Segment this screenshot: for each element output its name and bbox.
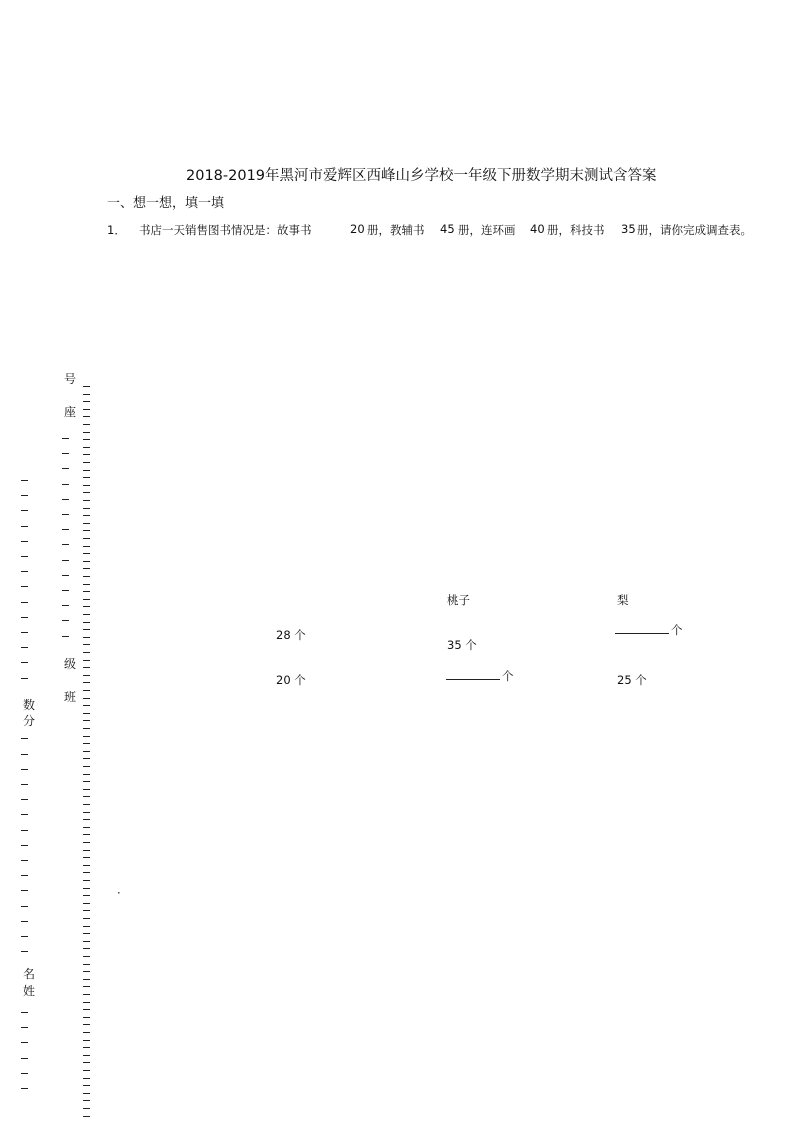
- binding-dash: [21, 571, 28, 572]
- value-science-books: 35: [621, 222, 636, 236]
- binding-dash: [83, 1116, 90, 1117]
- binding-dash: [83, 500, 90, 501]
- binding-dash: [83, 1078, 90, 1079]
- binding-dash: [21, 890, 28, 891]
- binding-dash: [21, 1027, 28, 1028]
- score-label-char-1: 数: [23, 698, 36, 712]
- binding-dash: [83, 515, 90, 516]
- binding-dash: [21, 845, 28, 846]
- unit-label: 个: [502, 669, 514, 683]
- binding-dash: [21, 1088, 28, 1089]
- binding-dash: [83, 439, 90, 440]
- binding-dash: [83, 926, 90, 927]
- binding-dash: [83, 774, 90, 775]
- cell-row1-first: 28 个: [276, 628, 306, 642]
- binding-dash: [83, 758, 90, 759]
- binding-dash: [21, 556, 28, 557]
- binding-dash: [83, 1009, 90, 1010]
- binding-dash: [83, 834, 90, 835]
- binding-dash: [83, 880, 90, 881]
- binding-dash: [83, 606, 90, 607]
- seat-label-char-2: 座: [64, 405, 77, 419]
- cell-row1-peach: 35 个: [447, 638, 477, 652]
- binding-dash: [83, 599, 90, 600]
- binding-dash: [83, 1055, 90, 1056]
- question-text-3: 册，科技书: [547, 223, 605, 237]
- binding-dash: [83, 492, 90, 493]
- binding-dash: [83, 576, 90, 577]
- binding-dash: [83, 470, 90, 471]
- binding-dash: [83, 895, 90, 896]
- question-number: 1．: [107, 223, 126, 237]
- binding-dash: [83, 1047, 90, 1048]
- binding-dash: [83, 629, 90, 630]
- binding-dash: [21, 784, 28, 785]
- binding-dash: [21, 951, 28, 952]
- binding-dash: [83, 1062, 90, 1063]
- binding-dash: [83, 842, 90, 843]
- binding-dash: [83, 743, 90, 744]
- binding-dash: [83, 1093, 90, 1094]
- cell-row1-pear: [615, 622, 683, 638]
- binding-dash: [62, 636, 69, 637]
- value-story-books: 20: [350, 222, 365, 236]
- binding-dash: [83, 675, 90, 676]
- binding-dash: [83, 789, 90, 790]
- binding-dash: [83, 485, 90, 486]
- binding-dash: [21, 769, 28, 770]
- binding-dash: [21, 906, 28, 907]
- binding-dash: [83, 956, 90, 957]
- binding-dash: [83, 720, 90, 721]
- binding-dash: [21, 632, 28, 633]
- binding-dash: [83, 477, 90, 478]
- binding-dash: [83, 819, 90, 820]
- cell-row2-pear: 25 个: [617, 673, 647, 687]
- class-label-char-2: 班: [64, 690, 77, 704]
- binding-dash: [21, 586, 28, 587]
- binding-dash: [83, 553, 90, 554]
- binding-dash: [83, 584, 90, 585]
- binding-dash: [83, 1032, 90, 1033]
- binding-dash: [83, 1070, 90, 1071]
- binding-dash: [83, 827, 90, 828]
- binding-dash: [83, 447, 90, 448]
- binding-dash: [83, 971, 90, 972]
- binding-dash: [83, 546, 90, 547]
- binding-dash: [21, 1058, 28, 1059]
- binding-dash: [21, 678, 28, 679]
- section-heading: 一、想一想，填一填: [107, 196, 225, 211]
- header-pear: 梨: [617, 593, 629, 607]
- binding-dash: [83, 1002, 90, 1003]
- binding-dash: [62, 544, 69, 545]
- binding-dash: [83, 637, 90, 638]
- binding-dash: [83, 857, 90, 858]
- binding-dash: [83, 964, 90, 965]
- binding-dash: [83, 454, 90, 455]
- score-label-char-2: 分: [23, 714, 36, 728]
- cell-row2-first: 20 个: [276, 673, 306, 687]
- binding-dash: [83, 652, 90, 653]
- header-peach: 桃子: [447, 593, 470, 607]
- binding-dash: [83, 416, 90, 417]
- binding-dash: [83, 903, 90, 904]
- binding-dash: [21, 541, 28, 542]
- binding-dash: [21, 480, 28, 481]
- question-text-4: 册，请你完成调查表。: [637, 223, 752, 237]
- binding-dash: [21, 830, 28, 831]
- binding-dash: [83, 1024, 90, 1025]
- stray-mark: ·: [117, 886, 121, 900]
- binding-dash: [21, 921, 28, 922]
- binding-dash: [83, 409, 90, 410]
- value-comics: 40: [530, 222, 545, 236]
- binding-dash: [83, 910, 90, 911]
- binding-dash: [83, 705, 90, 706]
- name-label-char-2: 姓: [23, 984, 36, 998]
- binding-dash: [83, 736, 90, 737]
- binding-dash: [83, 386, 90, 387]
- binding-dash: [83, 432, 90, 433]
- binding-dash: [83, 682, 90, 683]
- binding-dash: [21, 1042, 28, 1043]
- document-title: 2018-2019年黑河市爱辉区西峰山乡学校一年级下册数学期末测试含答案: [186, 168, 657, 184]
- answer-blank[interactable]: [615, 622, 669, 634]
- binding-dash: [62, 438, 69, 439]
- binding-dash: [83, 1100, 90, 1101]
- binding-dash: [21, 799, 28, 800]
- binding-dash: [21, 860, 28, 861]
- binding-dash: [83, 804, 90, 805]
- binding-dash: [62, 620, 69, 621]
- binding-dash: [83, 979, 90, 980]
- binding-dash: [83, 698, 90, 699]
- binding-dash: [83, 812, 90, 813]
- binding-dash: [83, 796, 90, 797]
- binding-dash: [83, 424, 90, 425]
- binding-dash: [83, 781, 90, 782]
- binding-dash: [62, 590, 69, 591]
- binding-dash: [83, 1108, 90, 1109]
- binding-dash: [83, 660, 90, 661]
- unit-label: 个: [671, 623, 683, 637]
- binding-dash: [83, 850, 90, 851]
- value-tutorial-books: 45: [440, 222, 455, 236]
- binding-dash: [21, 1073, 28, 1074]
- question-text-2: 册，连环画: [458, 223, 516, 237]
- binding-dash: [83, 644, 90, 645]
- binding-dash: [62, 560, 69, 561]
- binding-dash: [83, 462, 90, 463]
- binding-dash: [21, 647, 28, 648]
- binding-dash: [83, 538, 90, 539]
- binding-dash: [83, 394, 90, 395]
- binding-dash: [83, 751, 90, 752]
- seat-label-char-1: 号: [64, 372, 77, 386]
- binding-dash: [21, 875, 28, 876]
- binding-dash: [83, 948, 90, 949]
- binding-dash: [83, 690, 90, 691]
- binding-dash: [83, 530, 90, 531]
- binding-dash: [83, 622, 90, 623]
- question-text-1: 册，教辅书: [367, 223, 425, 237]
- binding-dash: [83, 614, 90, 615]
- binding-dash: [21, 754, 28, 755]
- binding-dash: [62, 514, 69, 515]
- class-label-char-1: 级: [64, 657, 77, 671]
- binding-dash: [62, 605, 69, 606]
- binding-dash: [21, 738, 28, 739]
- binding-dash: [62, 529, 69, 530]
- binding-dash: [83, 766, 90, 767]
- binding-dash: [83, 568, 90, 569]
- cell-row2-peach: [446, 668, 514, 684]
- binding-dash: [21, 1012, 28, 1013]
- binding-dash: [62, 575, 69, 576]
- answer-blank[interactable]: [446, 668, 500, 680]
- binding-dash: [83, 728, 90, 729]
- binding-dash: [62, 453, 69, 454]
- binding-dash: [21, 617, 28, 618]
- binding-dash: [83, 872, 90, 873]
- binding-dash: [83, 401, 90, 402]
- binding-dash: [83, 941, 90, 942]
- binding-dash: [62, 468, 69, 469]
- binding-dash: [21, 814, 28, 815]
- binding-dash: [83, 508, 90, 509]
- name-label-char-1: 名: [23, 967, 36, 981]
- binding-dash: [83, 918, 90, 919]
- binding-dash: [83, 986, 90, 987]
- binding-dash: [62, 484, 69, 485]
- binding-dash: [83, 591, 90, 592]
- binding-dash: [21, 662, 28, 663]
- binding-dash: [83, 888, 90, 889]
- binding-dash: [21, 526, 28, 527]
- binding-dash: [83, 713, 90, 714]
- question-text-prefix: 书店一天销售图书情况是：故事书: [139, 223, 312, 237]
- binding-dash: [83, 994, 90, 995]
- binding-dash: [21, 602, 28, 603]
- binding-dash: [83, 667, 90, 668]
- binding-dash: [21, 510, 28, 511]
- binding-dash: [83, 1085, 90, 1086]
- binding-dash: [21, 936, 28, 937]
- binding-dash: [83, 1040, 90, 1041]
- binding-dash: [83, 865, 90, 866]
- binding-dash: [21, 495, 28, 496]
- binding-dash: [62, 499, 69, 500]
- binding-dash: [83, 523, 90, 524]
- binding-dash: [83, 1017, 90, 1018]
- binding-dash: [83, 561, 90, 562]
- binding-dash: [83, 933, 90, 934]
